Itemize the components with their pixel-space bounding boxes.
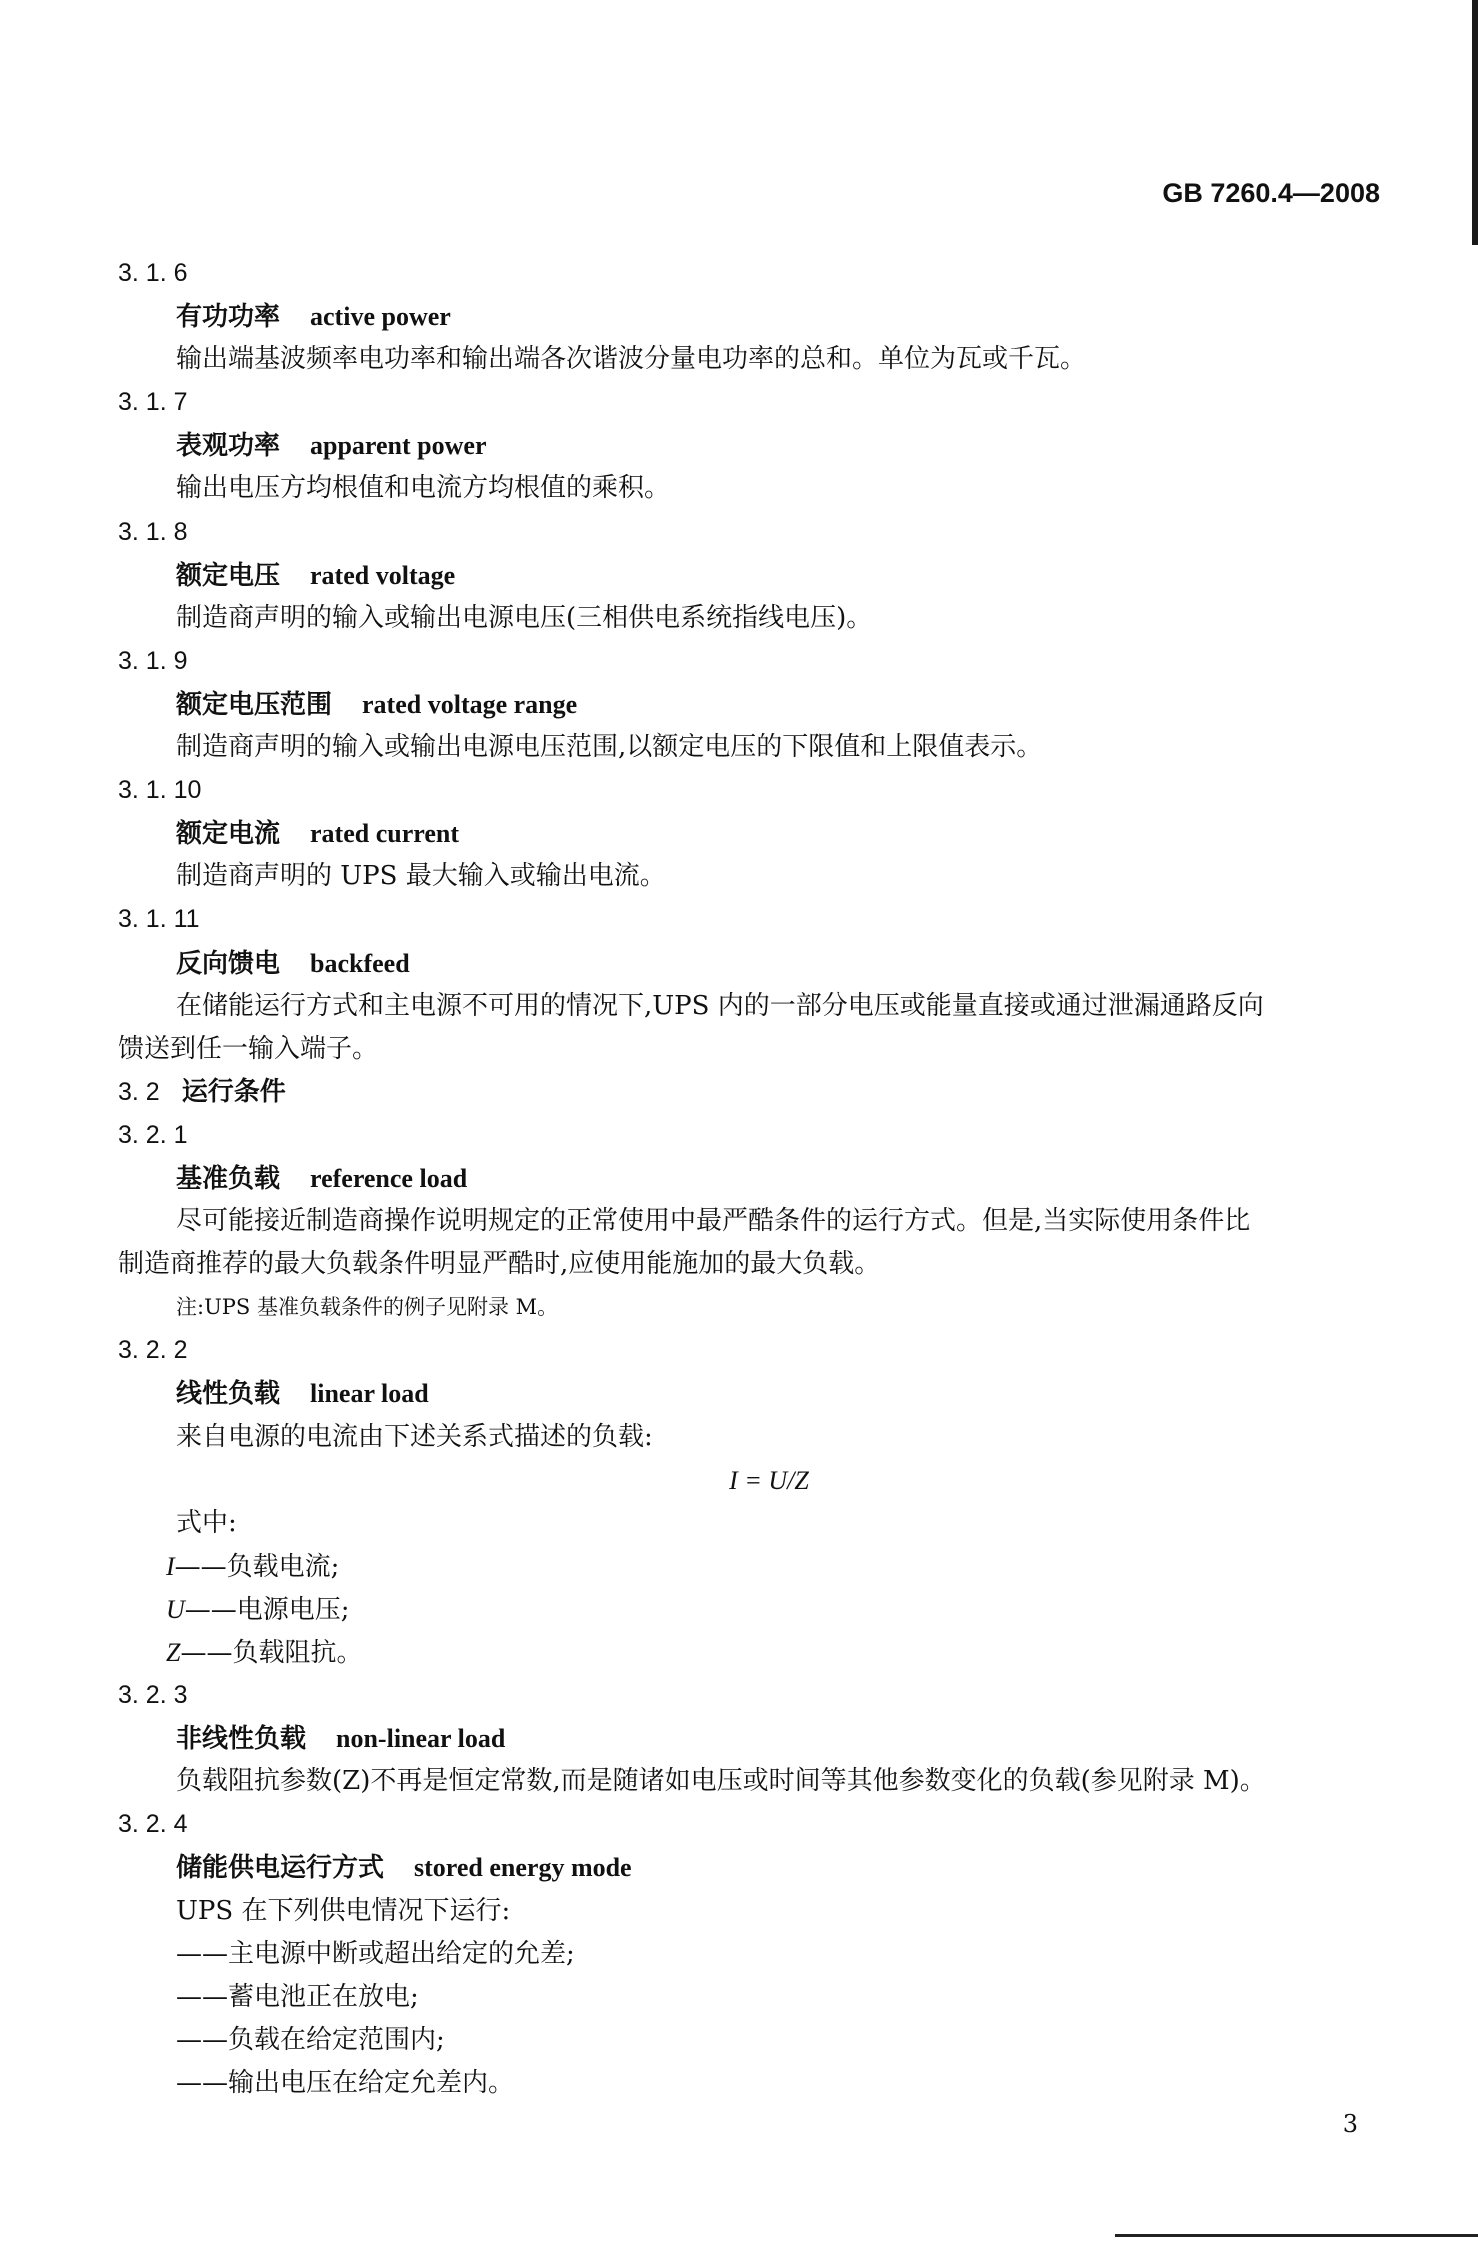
symbol-definition	[118, 1588, 1380, 1631]
symbol-definition	[118, 1631, 1380, 1674]
term-english: rated voltage	[310, 560, 456, 590]
definition-text: 制造商声明的 UPS 最大输入或输出电流。	[176, 861, 666, 892]
term-chinese: 非线性负载	[176, 1724, 307, 1755]
term-english: stored energy mode	[414, 1853, 632, 1883]
term-entry	[118, 1372, 1380, 1415]
term-chinese: 储能供电运行方式	[176, 1853, 385, 1884]
term-chinese: 额定电压	[176, 560, 281, 591]
term-chinese: 线性负载	[176, 1379, 281, 1410]
term-english: linear load	[310, 1379, 429, 1409]
section-title: 运行条件	[181, 1076, 286, 1107]
definition-text	[118, 985, 1380, 1071]
clause-number: 3. 1. 9	[118, 646, 188, 675]
section-number: 3. 2	[118, 1077, 160, 1106]
symbol: Z	[166, 1638, 181, 1667]
definition-line-2: 制造商推荐的最大负载条件明显严酷时,应使用能施加的最大负载。	[118, 1249, 881, 1280]
formula: I = U/Z	[729, 1465, 809, 1495]
term-english: reference load	[310, 1163, 468, 1193]
clause-number: 3. 1. 8	[118, 517, 188, 546]
definition-text: UPS 在下列供电情况下运行:	[176, 1895, 511, 1926]
term-chinese: 反向馈电	[176, 948, 281, 979]
definition-text: 负载阻抗参数(Z)不再是恒定常数,而是随诸如电压或时间等其他参数变化的负载(参见附录 M)。	[176, 1766, 1266, 1797]
clause-number: 3. 2. 2	[118, 1336, 188, 1365]
term-entry	[118, 942, 1380, 985]
definition-text: ——主电源中断或超出给定的允差;	[176, 1938, 575, 1969]
standard-code: GB 7260.4—2008	[1162, 178, 1380, 208]
clause-number: 3. 2. 3	[118, 1681, 188, 1710]
clause-number: 3. 1. 6	[118, 259, 188, 287]
term-chinese: 表观功率	[176, 431, 281, 462]
clause-number: 3. 2. 1	[118, 1120, 188, 1149]
term-entry	[118, 1846, 1380, 1889]
definition-text: ——负载在给定范围内;	[176, 2024, 445, 2055]
term-entry	[118, 295, 1380, 338]
clause-number: 3. 1. 11	[118, 905, 200, 934]
definition-text: ——输出电压在给定允差内。	[176, 2067, 515, 2098]
term-english: rated voltage range	[362, 689, 578, 719]
symbol-meaning: ——负载电流;	[174, 1551, 340, 1582]
term-entry	[118, 554, 1380, 597]
definition-text: 输出电压方均根值和电流方均根值的乘积。	[176, 473, 671, 504]
term-entry	[118, 1717, 1380, 1760]
definition-text	[118, 1200, 1380, 1286]
clause-number: 3. 2. 4	[118, 1810, 188, 1839]
term-chinese: 基准负载	[176, 1163, 281, 1194]
symbol-meaning: ——电源电压;	[184, 1594, 350, 1625]
note-text: 注:UPS 基准负载条件的例子见附录 M。	[176, 1295, 559, 1320]
clause-number: 3. 1. 10	[118, 776, 202, 805]
definition-text: 来自电源的电流由下述关系式描述的负载:	[176, 1421, 653, 1452]
term-entry	[118, 1157, 1380, 1200]
definition-text: ——蓄电池正在放电;	[176, 1981, 419, 2012]
term-chinese: 额定电压范围	[176, 689, 333, 720]
term-entry	[118, 683, 1380, 726]
term-english: rated current	[310, 819, 459, 849]
definition-line-1: 在储能运行方式和主电源不可用的情况下,UPS 内的一部分电压或能量直接或通过泄漏通路反向	[176, 990, 1264, 1021]
footer-rule	[1115, 2234, 1478, 2237]
term-english: non-linear load	[336, 1724, 506, 1754]
term-chinese: 有功功率	[176, 302, 281, 333]
symbol-meaning: ——负载阻抗。	[180, 1638, 363, 1668]
page-number: 3	[1342, 2110, 1358, 2138]
definition-text: 输出端基波频率电功率和输出端各次谐波分量电功率的总和。单位为瓦或千瓦。	[176, 344, 1087, 375]
clause-number: 3. 1. 7	[118, 388, 188, 417]
term-entry	[118, 812, 1380, 855]
definition-text: 制造商声明的输入或输出电源电压范围,以额定电压的下限值和上限值表示。	[176, 732, 1043, 763]
definition-text: 式中:	[176, 1507, 237, 1538]
term-english: backfeed	[310, 948, 410, 978]
symbol: U	[166, 1594, 185, 1624]
definition-line-2: 馈送到任一输入端子。	[118, 1033, 379, 1064]
term-entry	[118, 424, 1380, 467]
section-heading	[118, 1071, 1380, 1114]
page-edge-shadow	[1472, 0, 1478, 245]
term-chinese: 额定电流	[176, 819, 281, 850]
term-english: apparent power	[310, 431, 487, 461]
symbol-definition	[118, 1545, 1380, 1588]
definition-text: 制造商声明的输入或输出电源电压(三相供电系统指线电压)。	[176, 602, 873, 633]
document-body	[118, 252, 1380, 2105]
definition-line-1: 尽可能接近制造商操作说明规定的正常使用中最严酷条件的运行方式。但是,当实际使用条件比	[176, 1206, 1251, 1237]
term-english: active power	[310, 302, 451, 332]
symbol: I	[166, 1551, 175, 1581]
